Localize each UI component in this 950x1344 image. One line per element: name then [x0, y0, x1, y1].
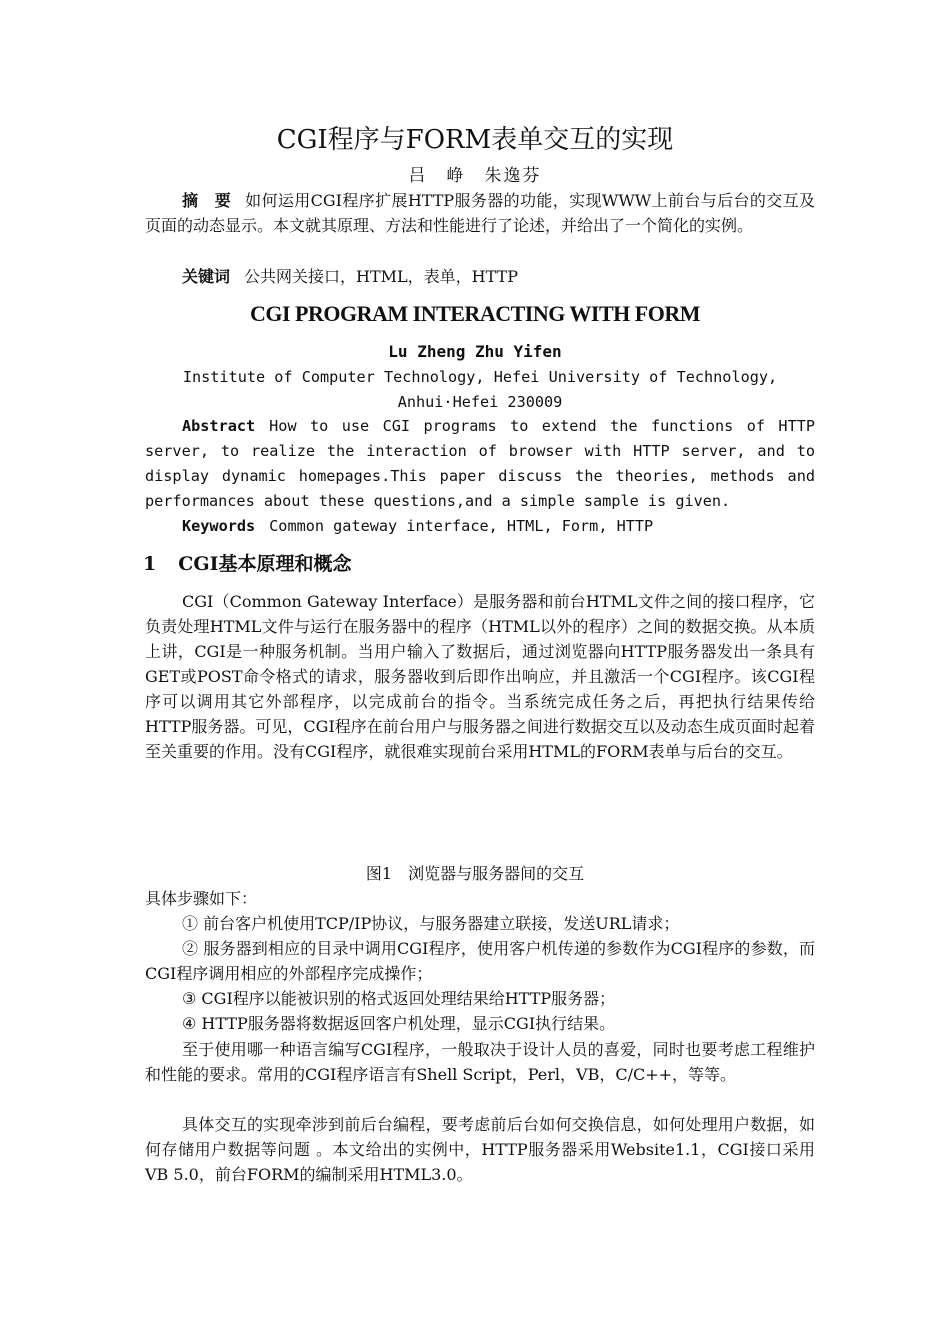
abstract-en-label: Abstract — [182, 417, 256, 435]
abstract-cn-text: 如何运用CGI程序扩展HTTP服务器的功能，实现WWW上前台与后台的交互及页面的动态显示。本文就其原理、方法和性能进行了论述，并给出了一个简化的实例。 — [145, 191, 815, 235]
steps-list — [145, 911, 815, 1036]
paper-title-en: CGI PROGRAM INTERACTING WITH FORM — [249, 301, 700, 326]
keywords-en-text: Common gateway interface, HTML, Form, HTTP — [269, 517, 654, 535]
section-title: CGI基本原理和概念 — [178, 553, 352, 575]
paper-title: CGI程序与FORM表单交互的实现 — [276, 125, 674, 155]
figure-caption: 图1 浏览器与服务器间的交互 — [365, 864, 585, 883]
step-item: ② 服务器到相应的目录中调用CGI程序，使用客户机传递的参数作为CGI程序的参数，而CGI程序调用相应的外部程序完成操作； — [145, 939, 815, 983]
section1-paragraph-1: CGI（Common Gateway Interface）是服务器和前台HTML文件之间的接口程序，它负责处理HTML文件与运行在服务器中的程序（HTML以外的程序）之间的数据交换。从本质上讲，CGI是一种服务机制。当用户输入了数据后，通过浏览器向HTTP服务器发出一条具有GET或POST命令格式的请求，服务器收到后即作出响应，并且激活一个CGI程序。该CGI程序可以调用其它外部程序，以完成前台的指令。当系统完成任务之后，再把执行结果传给HTTP服务器。可见，CGI程序在前台用户与服务器之间进行数据交互以及动态生成页面时起着至关重要的作用。没有CGI程序，就很难实现前台采用HTML的FORM表单与后台的交互。 — [145, 592, 815, 761]
section-heading — [143, 550, 813, 578]
abstract-en — [145, 414, 815, 514]
keywords-cn-label: 关键词 — [182, 267, 231, 286]
authors-cn: 吕 峥 朱逸芬 — [408, 166, 542, 186]
institution-en: Institute of Computer Technology, Hefei University of Technology, Anhui·Hefei 230009 — [182, 368, 778, 411]
abstract-cn — [145, 188, 815, 238]
section1-paragraph-2: 至于使用哪一种语言编写CGI程序，一般取决于设计人员的喜爱，同时也要考虑工程维护和性能的要求。常用的CGI程序语言有Shell Script，Perl，VB，C/C++，等等。 — [145, 1040, 815, 1084]
section-number: 1 — [143, 553, 157, 575]
abstract-en-text: How to use CGI programs to extend the functions of HTTP server, to realize the interaction of browser with HTTP server, and to display dynamic homepages.This paper discuss the theories, methods and performances about these questions,and a simple sample is given. — [145, 417, 815, 510]
abstract-cn-label: 摘 要 — [182, 191, 232, 210]
keywords-en-label: Keywords — [182, 517, 256, 535]
section1-paragraph-3: 具体交互的实现牵涉到前后台编程，要考虑前后台如何交换信息，如何处理用户数据，如何存储用户数据等问题 。本文给出的实例中，HTTP服务器采用Website1.1，CGI接口采用VB 5.0，前台FORM的编制采用HTML3.0。 — [145, 1115, 815, 1184]
authors-en: Lu Zheng Zhu Yifen — [388, 342, 562, 361]
keywords-cn-text: 公共网关接口，HTML，表单，HTTP — [244, 267, 519, 286]
keywords-en — [145, 514, 815, 539]
step-item: ③ CGI程序以能被识别的格式返回处理结果给HTTP服务器； — [182, 989, 616, 1008]
step-item: ④ HTTP服务器将数据返回客户机处理，显示CGI执行结果。 — [182, 1014, 616, 1033]
figure-placeholder — [145, 790, 815, 860]
step-item: ① 前台客户机使用TCP/IP协议，与服务器建立联接，发送URL请求； — [182, 914, 680, 933]
steps-intro: 具体步骤如下： — [145, 889, 258, 908]
keywords-cn — [145, 264, 815, 289]
